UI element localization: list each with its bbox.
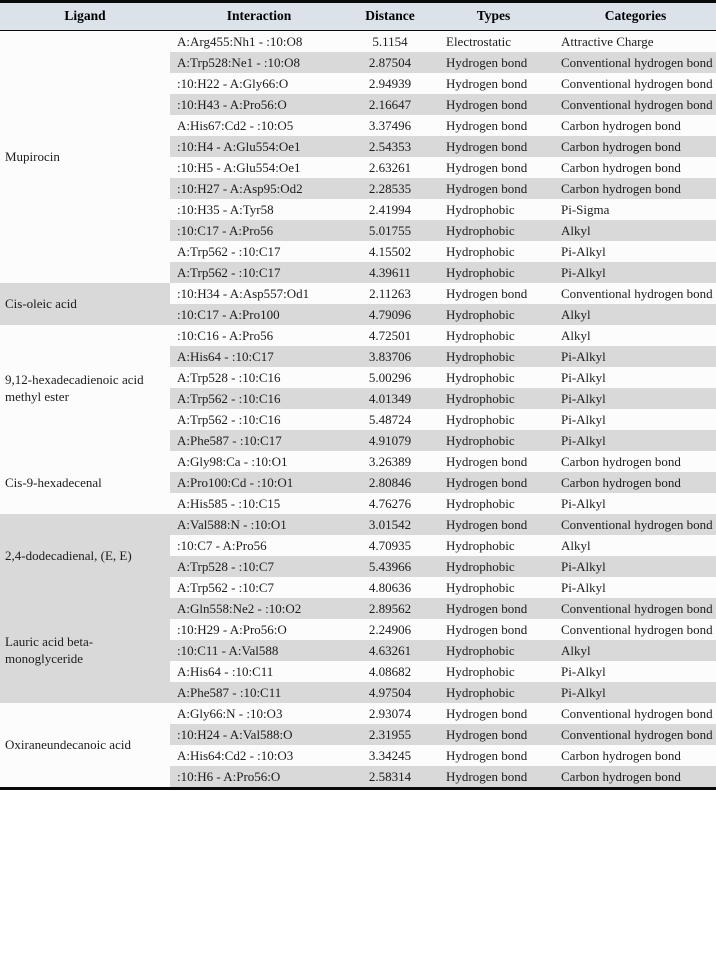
interaction-cell: A:His64:Cd2 - :10:O3 [177,747,294,763]
category-cell: Conventional hydrogen bond [561,75,713,91]
type-cell: Hydrogen bond [432,136,555,157]
distance-cell: 5.48724 [368,411,412,427]
ligand-cell: 2,4-dodecadienal, (E, E) [0,514,170,598]
interaction-cell: A:Phe587 - :10:C11 [170,682,348,703]
type-cell: Hydrogen bond [432,514,555,535]
interaction-cell: :10:C11 - A:Val588 [170,640,348,661]
distance-cell: 4.15502 [368,243,412,259]
category-cell: Conventional hydrogen bond [561,705,713,721]
interaction-cell: A:His64 - :10:C17 [170,346,348,367]
table-row [0,703,716,724]
table-row [0,325,716,346]
category-cell: Carbon hydrogen bond [561,117,681,133]
distance-cell: 2.16647 [348,94,432,115]
category-cell: Carbon hydrogen bond [555,136,716,157]
distance-cell: 3.01542 [348,514,432,535]
interaction-cell: A:His585 - :10:C15 [177,495,281,511]
table-row [0,598,716,619]
interaction-cell: A:Trp562 - :10:C17 [170,262,348,283]
type-cell: Hydrophobic [446,579,515,595]
column-header-distance: Distance [348,2,432,31]
interaction-cell: A:Trp562 - :10:C7 [177,579,275,595]
distance-cell: 4.76276 [368,495,412,511]
type-cell: Hydrogen bond [432,52,555,73]
distance-cell: 4.63261 [348,640,432,661]
category-cell: Pi-Alkyl [561,369,606,385]
category-cell: Pi-Alkyl [561,663,606,679]
type-cell: Hydrogen bond [446,117,528,133]
interaction-cell: A:Trp562 - :10:C16 [170,388,348,409]
header-row [0,2,716,31]
interaction-cell: :10:C7 - A:Pro56 [177,537,267,553]
distance-cell: 2.87504 [348,52,432,73]
category-cell: Pi-Alkyl [561,579,606,595]
table-header [0,2,716,31]
category-cell: Conventional hydrogen bond [561,621,713,637]
type-cell: Hydrogen bond [446,285,528,301]
category-cell: Alkyl [561,327,591,343]
type-cell: Hydrogen bond [446,453,528,469]
distance-cell: 2.31955 [348,724,432,745]
category-cell: Pi-Alkyl [561,495,606,511]
type-cell: Hydrogen bond [446,159,528,175]
category-cell: Conventional hydrogen bond [561,285,713,301]
distance-cell: 2.28535 [348,178,432,199]
distance-cell: 5.43966 [348,556,432,577]
category-cell: Pi-Alkyl [561,243,606,259]
column-header-categories: Categories [555,2,716,31]
type-cell: Hydrophobic [432,388,555,409]
category-cell: Pi-Alkyl [555,682,716,703]
interaction-cell: :10:H27 - A:Asp95:Od2 [170,178,348,199]
distance-cell: 2.89562 [348,598,432,619]
distance-cell: 2.80846 [348,472,432,493]
category-cell: Attractive Charge [561,33,654,49]
interaction-cell: :10:C17 - A:Pro100 [170,304,348,325]
table-row [0,283,716,304]
category-cell: Carbon hydrogen bond [561,453,681,469]
category-cell: Carbon hydrogen bond [561,747,681,763]
interaction-cell: A:Gly98:Ca - :10:O1 [177,453,288,469]
type-cell: Hydrophobic [446,327,515,343]
category-cell: Alkyl [555,640,716,661]
interaction-cell: :10:H34 - A:Asp557:Od1 [177,285,310,301]
type-cell: Hydrogen bond [432,472,555,493]
distance-cell: 4.79096 [348,304,432,325]
category-cell: Alkyl [555,220,716,241]
type-cell: Hydrogen bond [446,621,528,637]
type-cell: Hydrogen bond [432,598,555,619]
interaction-cell: :10:C17 - A:Pro56 [170,220,348,241]
distance-cell: 4.91079 [348,430,432,451]
type-cell: Hydrophobic [446,411,515,427]
distance-cell: 4.80636 [368,579,412,595]
type-cell: Hydrophobic [446,201,515,217]
distance-cell: 3.34245 [368,747,412,763]
distance-cell: 4.39611 [348,262,432,283]
type-cell: Hydrogen bond [446,705,528,721]
distance-cell: 3.37496 [368,117,412,133]
interaction-cell: A:Trp562 - :10:C17 [177,243,281,259]
interaction-cell: A:His64 - :10:C11 [177,663,274,679]
type-cell: Hydrogen bond [432,94,555,115]
distance-cell: 4.01349 [348,388,432,409]
type-cell: Hydrophobic [432,640,555,661]
category-cell: Pi-Alkyl [561,411,606,427]
type-cell: Hydrophobic [446,663,515,679]
interaction-cell: A:Trp562 - :10:C16 [177,411,281,427]
table-row [0,451,716,472]
distance-cell: 2.58314 [348,766,432,789]
interaction-cell: A:Phe587 - :10:C17 [170,430,348,451]
category-cell: Conventional hydrogen bond [555,94,716,115]
interaction-cell: :10:H22 - A:Gly66:O [177,75,289,91]
type-cell: Hydrophobic [432,220,555,241]
category-cell: Pi-Alkyl [555,430,716,451]
type-cell: Hydrophobic [432,430,555,451]
ligand-cell: Mupirocin [5,149,60,165]
type-cell: Electrostatic [446,33,511,49]
interaction-cell: :10:H5 - A:Glu554:Oe1 [177,159,301,175]
interaction-cell: A:His67:Cd2 - :10:O5 [177,117,294,133]
ligand-cell: Lauric acid beta-monoglyceride [0,598,170,703]
type-cell: Hydrogen bond [432,766,555,789]
distance-cell: 2.11263 [369,285,411,301]
distance-cell: 4.97504 [348,682,432,703]
interaction-cell: :10:H35 - A:Tyr58 [177,201,274,217]
category-cell: Alkyl [555,304,716,325]
type-cell: Hydrogen bond [446,747,528,763]
type-cell: Hydrophobic [446,243,515,259]
ligand-cell: Cis-9-hexadecenal [5,474,102,490]
interaction-cell: A:Pro100:Cd - :10:O1 [170,472,348,493]
table-body [0,30,716,788]
distance-cell: 4.72501 [368,327,412,343]
ligand-cell: 9,12-hexadecadienoic acid methyl ester [5,371,144,404]
distance-cell: 4.08682 [368,663,412,679]
interaction-cell: :10:H24 - A:Val588:O [170,724,348,745]
type-cell: Hydrophobic [432,262,555,283]
interaction-cell: A:Val588:N - :10:O1 [170,514,348,535]
interaction-cell: :10:H6 - A:Pro56:O [170,766,348,789]
category-cell: Conventional hydrogen bond [555,724,716,745]
type-cell: Hydrophobic [446,495,515,511]
category-cell: Pi-Alkyl [555,388,716,409]
interaction-cell: A:Gly66:N - :10:O3 [177,705,283,721]
category-cell: Conventional hydrogen bond [555,514,716,535]
category-cell: Pi-Sigma [561,201,610,217]
distance-cell: 5.00296 [368,369,412,385]
distance-cell: 2.24906 [368,621,412,637]
type-cell: Hydrogen bond [446,75,528,91]
column-header-interaction: Interaction [170,2,348,31]
interaction-cell: :10:H43 - A:Pro56:O [170,94,348,115]
table-row [0,30,716,52]
interaction-cell: A:Trp528 - :10:C7 [170,556,348,577]
type-cell: Hydrophobic [446,369,515,385]
distance-cell: 5.01755 [348,220,432,241]
interaction-cell: A:Trp528 - :10:C16 [177,369,281,385]
distance-cell: 2.93074 [368,705,412,721]
distance-cell: 4.70935 [368,537,412,553]
column-header-ligand: Ligand [0,2,170,31]
category-cell: Carbon hydrogen bond [555,766,716,789]
distance-cell: 5.1154 [372,33,408,49]
category-cell: Carbon hydrogen bond [555,472,716,493]
category-cell: Pi-Alkyl [555,556,716,577]
distance-cell: 2.63261 [368,159,412,175]
interaction-cell: A:Trp528:Ne1 - :10:O8 [170,52,348,73]
table-row [0,514,716,535]
category-cell: Pi-Alkyl [555,346,716,367]
distance-cell: 2.41994 [368,201,412,217]
category-cell: Alkyl [561,537,591,553]
interaction-cell: A:Gln558:Ne2 - :10:O2 [170,598,348,619]
category-cell: Pi-Alkyl [555,262,716,283]
interaction-cell: :10:H29 - A:Pro56:O [177,621,287,637]
category-cell: Conventional hydrogen bond [555,52,716,73]
category-cell: Conventional hydrogen bond [555,598,716,619]
type-cell: Hydrophobic [432,304,555,325]
type-cell: Hydrogen bond [432,178,555,199]
category-cell: Carbon hydrogen bond [555,178,716,199]
distance-cell: 2.54353 [348,136,432,157]
ligand-cell: Cis-oleic acid [0,283,170,325]
interaction-cell: :10:H4 - A:Glu554:Oe1 [170,136,348,157]
type-cell: Hydrophobic [446,537,515,553]
type-cell: Hydrophobic [432,346,555,367]
distance-cell: 3.26389 [368,453,412,469]
interaction-cell: :10:C16 - A:Pro56 [177,327,274,343]
type-cell: Hydrophobic [432,556,555,577]
ligand-cell: Oxiraneundecanoic acid [5,737,131,753]
distance-cell: 2.94939 [368,75,412,91]
category-cell: Carbon hydrogen bond [561,159,681,175]
type-cell: Hydrogen bond [432,724,555,745]
column-header-types: Types [432,2,555,31]
interaction-cell: A:Arg455:Nh1 - :10:O8 [177,33,303,49]
distance-cell: 3.83706 [348,346,432,367]
type-cell: Hydrophobic [432,682,555,703]
